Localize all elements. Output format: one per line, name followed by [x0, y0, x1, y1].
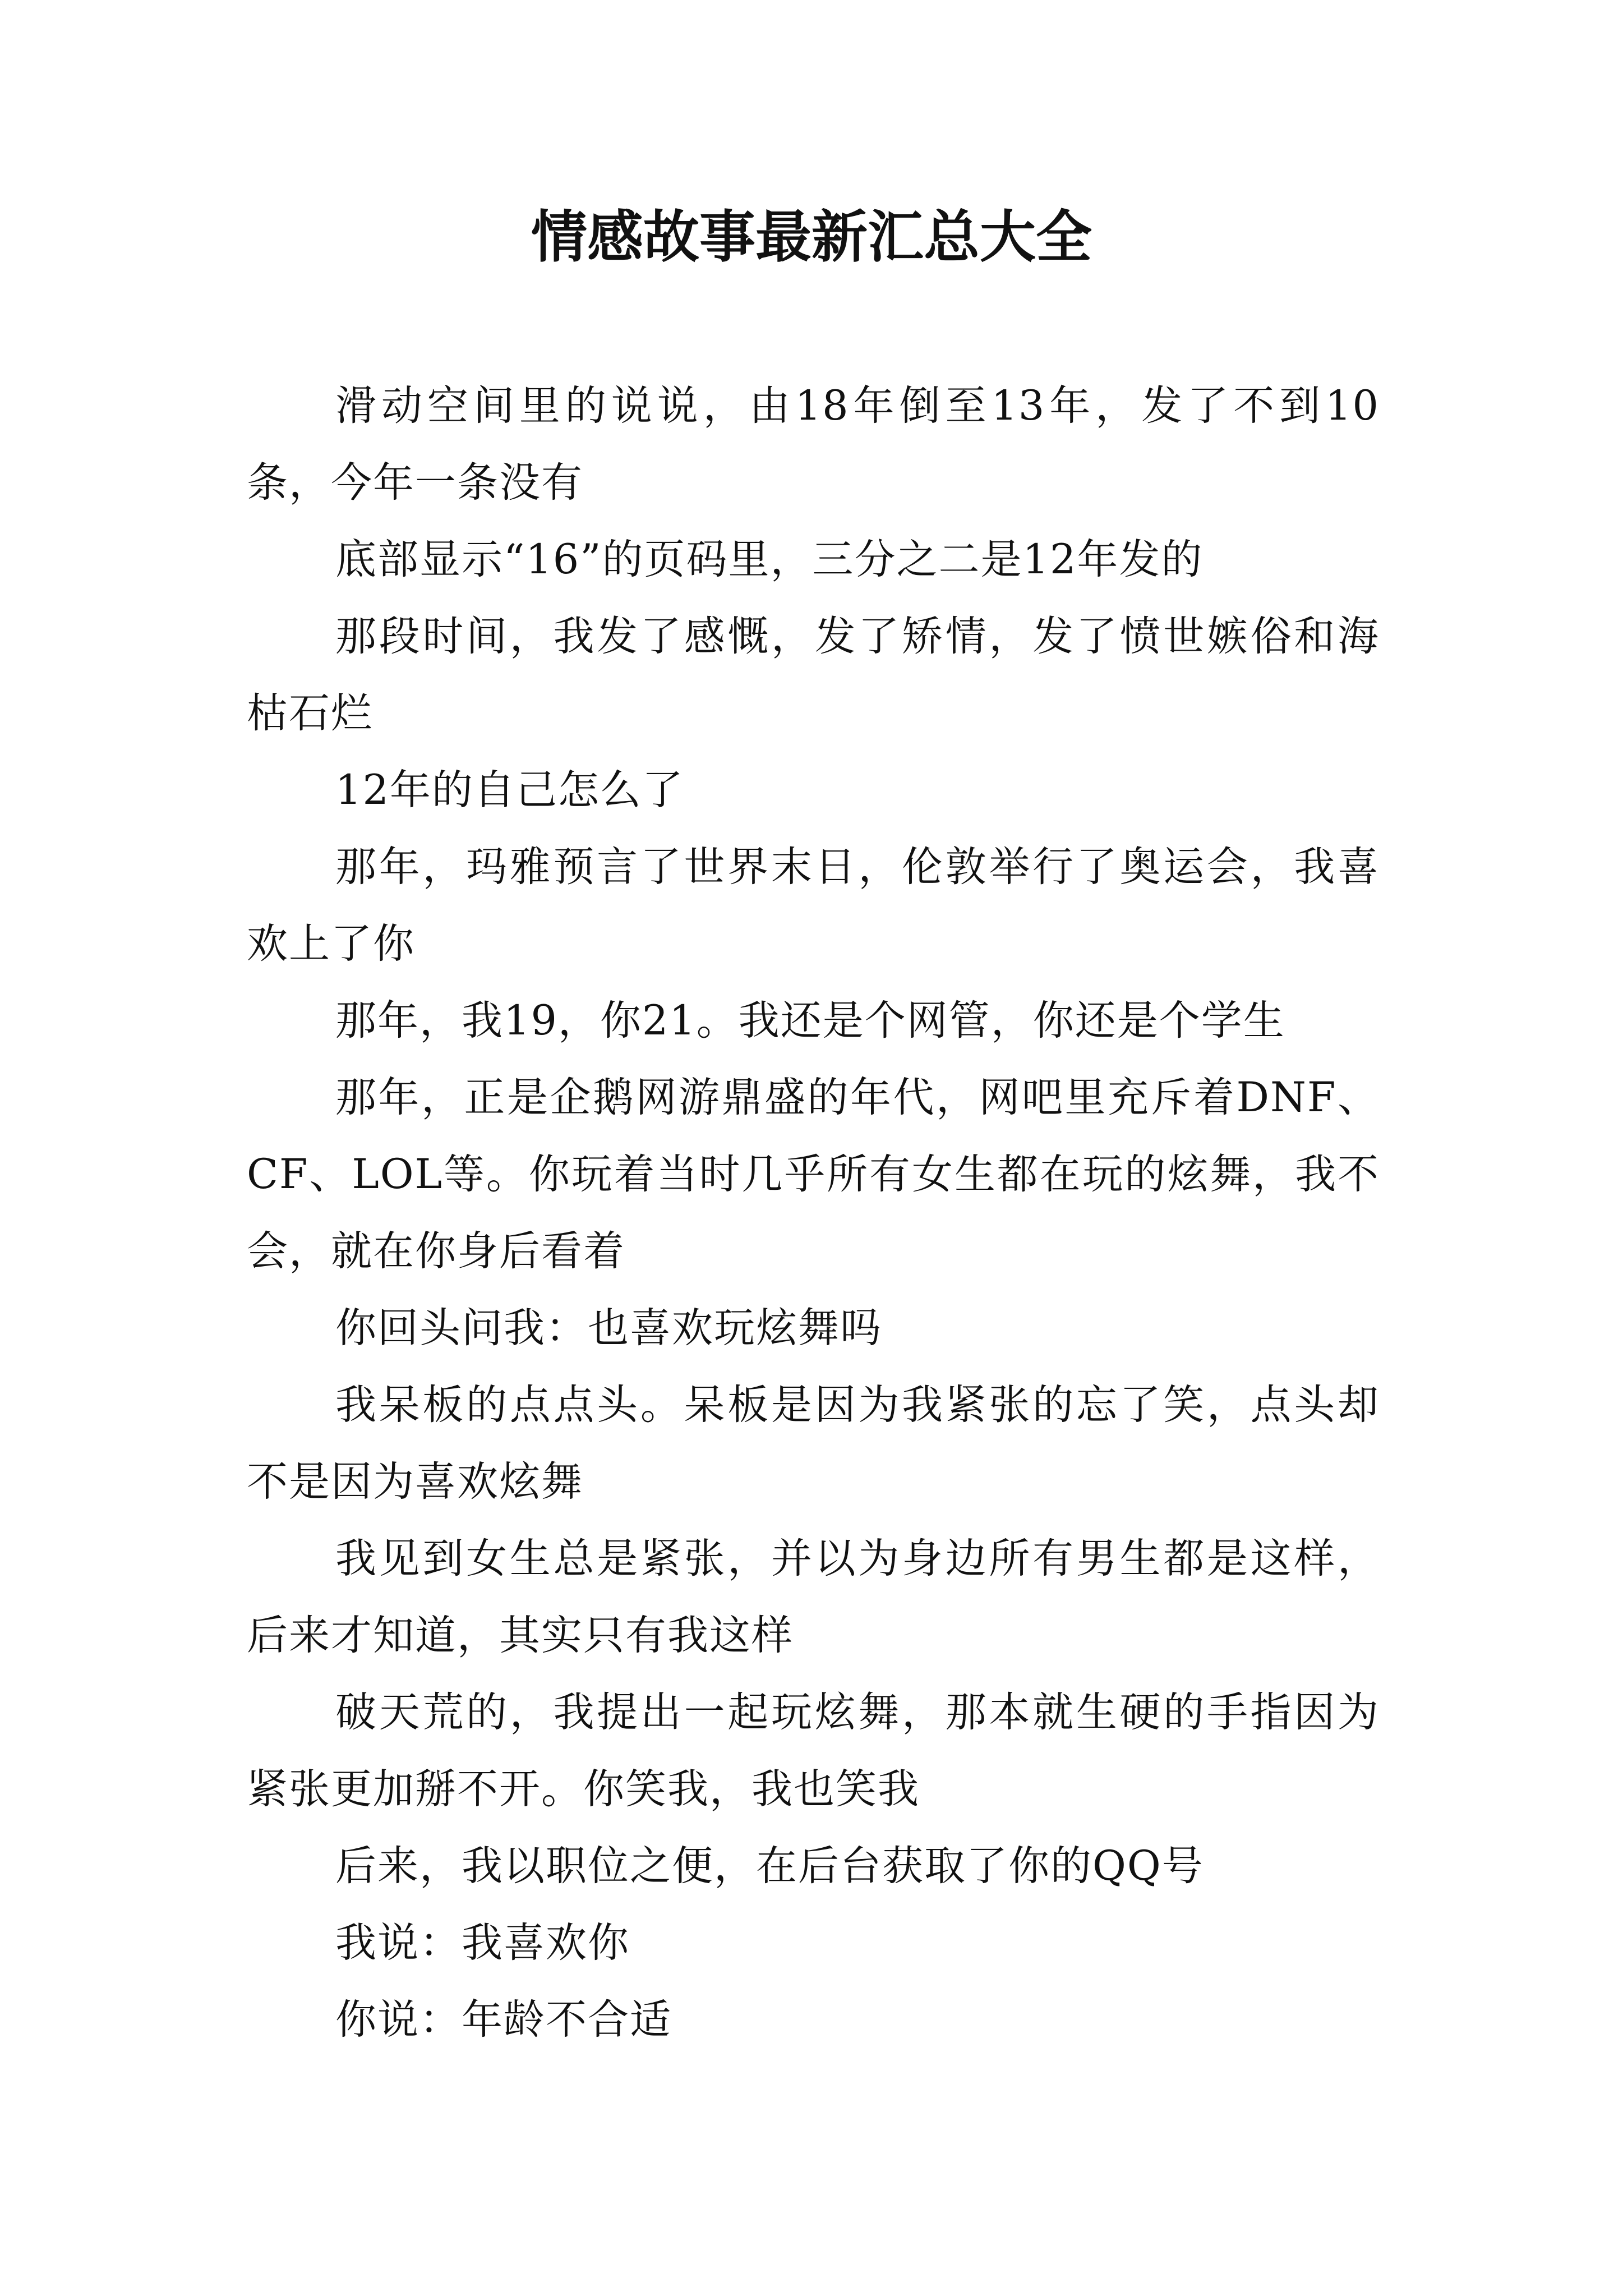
paragraph: 那年，正是企鹅网游鼎盛的年代，网吧里充斥着DNF、CF、LOL等。你玩着当时几乎所有女生都在玩的炫舞，我不会，就在你身后看着 [247, 1074, 1380, 1275]
paragraph: 我见到女生总是紧张，并以为身边所有男生都是这样，后来才知道，其实只有我这样 [247, 1535, 1380, 1659]
document-body [247, 367, 1380, 2058]
paragraph: 破天荒的，我提出一起玩炫舞，那本就生硬的手指因为紧张更加掰不开。你笑我，我也笑我 [247, 1688, 1380, 1813]
paragraph: 后来，我以职位之便，在后台获取了你的QQ号 [335, 1842, 1204, 1890]
paragraph: 那段时间，我发了感慨，发了矫情，发了愤世嫉俗和海枯石烂 [247, 613, 1380, 737]
paragraph: 底部显示“16”的页码里，三分之二是12年发的 [335, 536, 1204, 583]
paragraph: 那年，我19，你21。我还是个网管，你还是个学生 [335, 997, 1285, 1045]
paragraph: 你说：年龄不合适 [335, 1996, 672, 2044]
paragraph: 你回头问我：也喜欢玩炫舞吗 [335, 1304, 882, 1352]
paragraph: 我呆板的点点头。呆板是因为我紧张的忘了笑，点头却不是因为喜欢炫舞 [247, 1381, 1380, 1506]
paragraph: 滑动空间里的说说，由18年倒至13年，发了不到10条，今年一条没有 [247, 382, 1380, 507]
paragraph: 我说：我喜欢你 [335, 1919, 630, 1967]
document-title: 情感故事最新汇总大全 [531, 204, 1092, 270]
paragraph: 12年的自己怎么了 [335, 766, 684, 814]
paragraph: 那年，玛雅预言了世界末日，伦敦举行了奥运会，我喜欢上了你 [247, 843, 1380, 968]
